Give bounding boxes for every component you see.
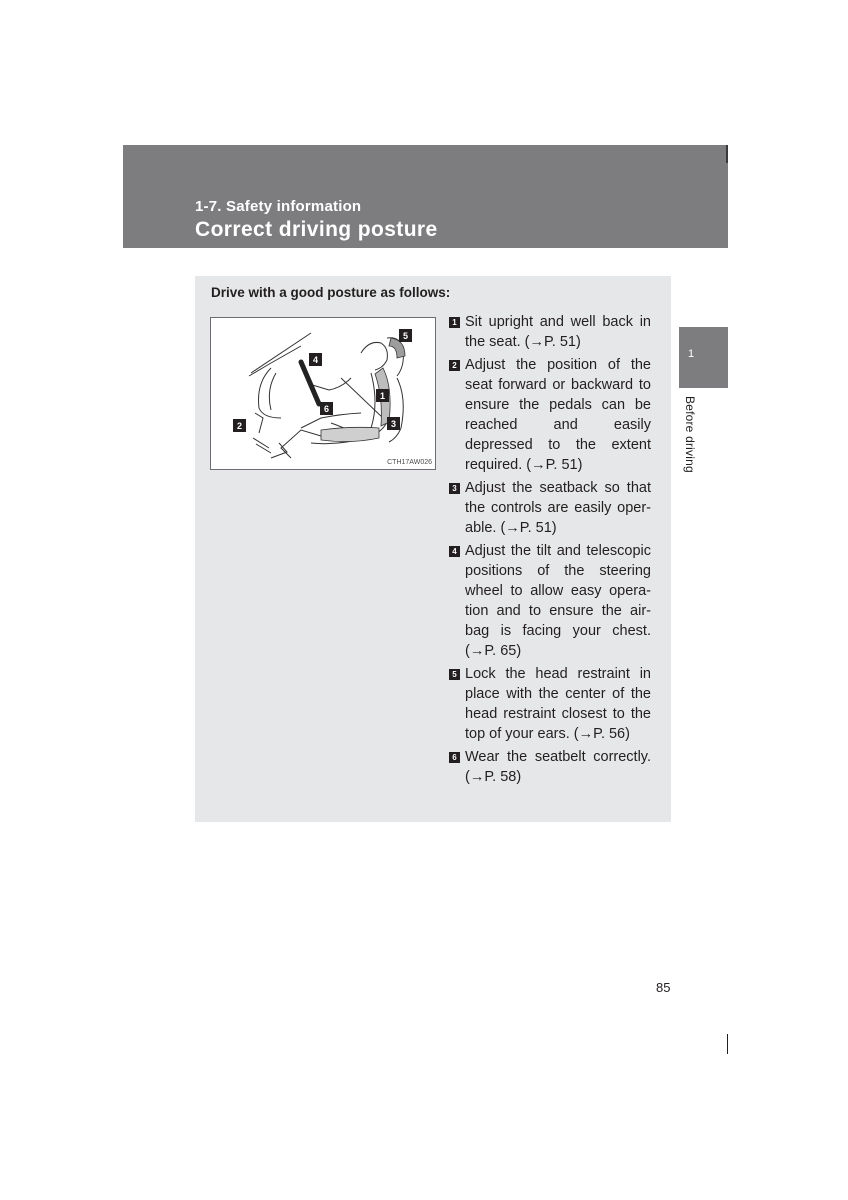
intro-text: Drive with a good posture as follows: bbox=[211, 285, 451, 300]
driving-posture-illustration bbox=[210, 317, 436, 470]
step-text: Adjust the seatback so that the controls are easily oper-able. (→P. 51) bbox=[465, 480, 651, 536]
margin-rule bbox=[727, 1034, 728, 1054]
posture-drawing bbox=[211, 318, 437, 471]
list-item bbox=[449, 747, 651, 787]
step-number-badge: 5 bbox=[449, 669, 460, 680]
step-text: Adjust the position of the seat forward or backward to ensure the pedals can be reached and easily depressed to the extent required. (→P. 51) bbox=[465, 357, 651, 473]
step-number-badge: 2 bbox=[449, 360, 460, 371]
chapter-tab-label: Before driving bbox=[683, 396, 697, 473]
step-text: Lock the head restraint in place with the center of the head restraint closest to the top of your ears. (→P. 56) bbox=[465, 666, 651, 742]
callout-2-label: 2 bbox=[236, 421, 243, 431]
chapter-tab-number: 1 bbox=[688, 348, 695, 360]
step-text: Sit upright and well back in the seat. (→P. 51) bbox=[465, 314, 651, 350]
chapter-header bbox=[123, 145, 728, 248]
page-number: 85 bbox=[656, 980, 671, 995]
content-box bbox=[195, 276, 671, 822]
figure-code: CTH17AW026 bbox=[387, 459, 432, 466]
chapter-tab bbox=[679, 327, 728, 388]
step-text: Wear the seatbelt correctly. (→P. 58) bbox=[465, 749, 651, 785]
step-number-badge: 4 bbox=[449, 546, 460, 557]
step-text: Adjust the tilt and telescopic positions of the steering wheel to allow easy opera-tion and to ensure the air-bag is facing your chest. (→P. 65) bbox=[465, 543, 651, 659]
page-title: Correct driving posture bbox=[195, 218, 438, 241]
callout-5-label: 5 bbox=[402, 331, 409, 341]
callout-1-label: 1 bbox=[379, 391, 386, 401]
callout-6-label: 6 bbox=[323, 404, 330, 414]
posture-steps-list bbox=[449, 312, 651, 790]
step-number-badge: 1 bbox=[449, 317, 460, 328]
steering-column bbox=[301, 362, 319, 404]
list-item bbox=[449, 312, 651, 352]
list-item bbox=[449, 355, 651, 475]
list-item bbox=[449, 664, 651, 744]
step-number-badge: 6 bbox=[449, 752, 460, 763]
list-item bbox=[449, 478, 651, 538]
callout-4-label: 4 bbox=[312, 355, 319, 365]
header-notch bbox=[726, 145, 728, 163]
step-number-badge: 3 bbox=[449, 483, 460, 494]
seat-cushion-shape bbox=[321, 427, 379, 441]
callout-3-label: 3 bbox=[390, 419, 397, 429]
section-label: 1-7. Safety information bbox=[195, 198, 362, 215]
list-item bbox=[449, 541, 651, 661]
